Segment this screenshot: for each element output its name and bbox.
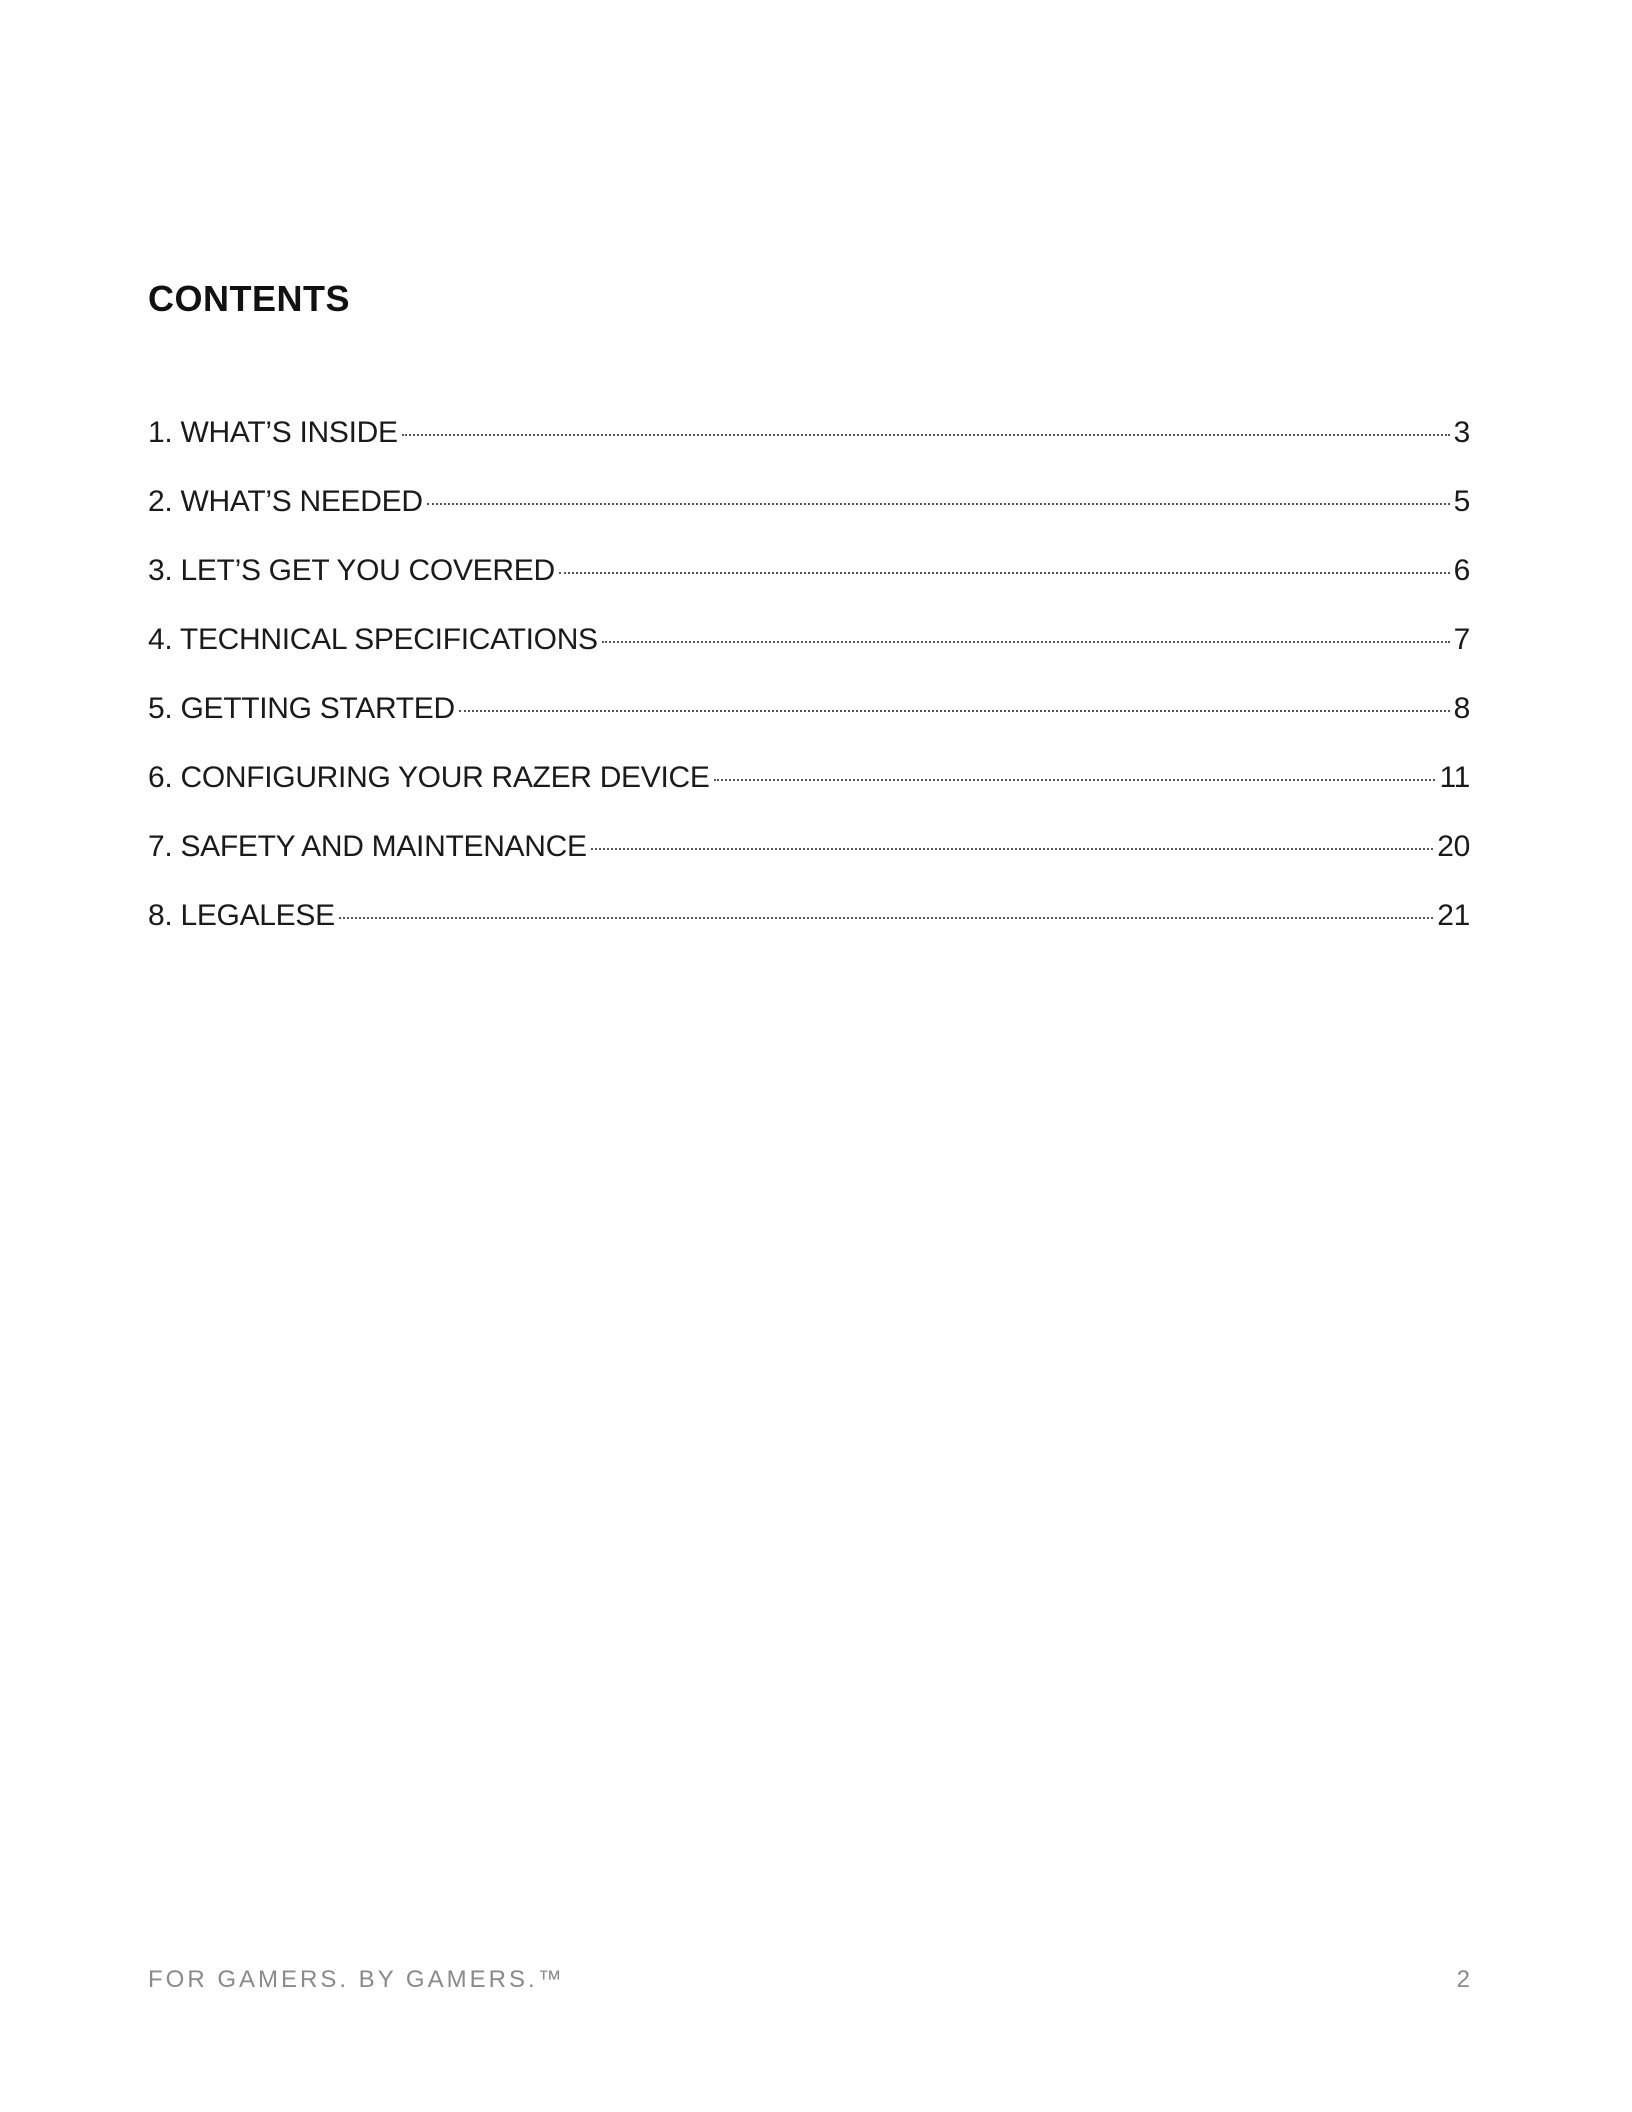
toc-dot-leader [559,572,1450,574]
toc-entry-label: 5. GETTING STARTED [148,692,455,725]
toc-entry-label: 4. TECHNICAL SPECIFICATIONS [148,623,598,656]
toc-entry-page: 11 [1439,761,1470,794]
toc-dot-leader [591,848,1434,850]
toc-entry-technical-specifications[interactable] [148,623,1470,692]
toc-entry-page: 20 [1437,830,1470,863]
toc-entry-label: 3. LET’S GET YOU COVERED [148,554,555,587]
footer-tagline: FOR GAMERS. BY GAMERS.™ [148,1966,565,1993]
contents-heading: CONTENTS [148,278,350,319]
toc-entry-label: 2. WHAT’S NEEDED [148,485,423,518]
toc-entry-whats-inside[interactable] [148,416,1470,485]
toc-dot-leader [714,779,1436,781]
toc-dot-leader [602,641,1450,643]
toc-entry-label: 8. LEGALESE [148,899,335,932]
toc-entry-lets-get-you-covered[interactable] [148,554,1470,623]
toc-entry-label: 7. SAFETY AND MAINTENANCE [148,830,587,863]
footer-page-number: 2 [1456,1966,1470,1993]
toc-entry-page: 3 [1453,416,1470,449]
toc-entry-legalese[interactable] [148,899,1470,968]
toc-entry-page: 5 [1453,485,1470,518]
toc-entry-page: 7 [1453,623,1470,656]
toc-entry-label: 1. WHAT’S INSIDE [148,416,398,449]
toc-entry-getting-started[interactable] [148,692,1470,761]
toc-entry-label: 6. CONFIGURING YOUR RAZER DEVICE [148,761,710,794]
toc-entry-page: 6 [1453,554,1470,587]
toc-entry-safety-and-maintenance[interactable] [148,830,1470,899]
toc-entry-page: 21 [1437,899,1470,932]
toc-entry-page: 8 [1453,692,1470,725]
toc-dot-leader [402,434,1450,436]
table-of-contents [148,416,1470,968]
toc-dot-leader [459,710,1450,712]
toc-entry-configuring-your-razer-device[interactable] [148,761,1470,830]
page-footer [148,1966,1470,1994]
toc-dot-leader [427,503,1450,505]
toc-entry-whats-needed[interactable] [148,485,1470,554]
toc-dot-leader [339,917,1433,919]
